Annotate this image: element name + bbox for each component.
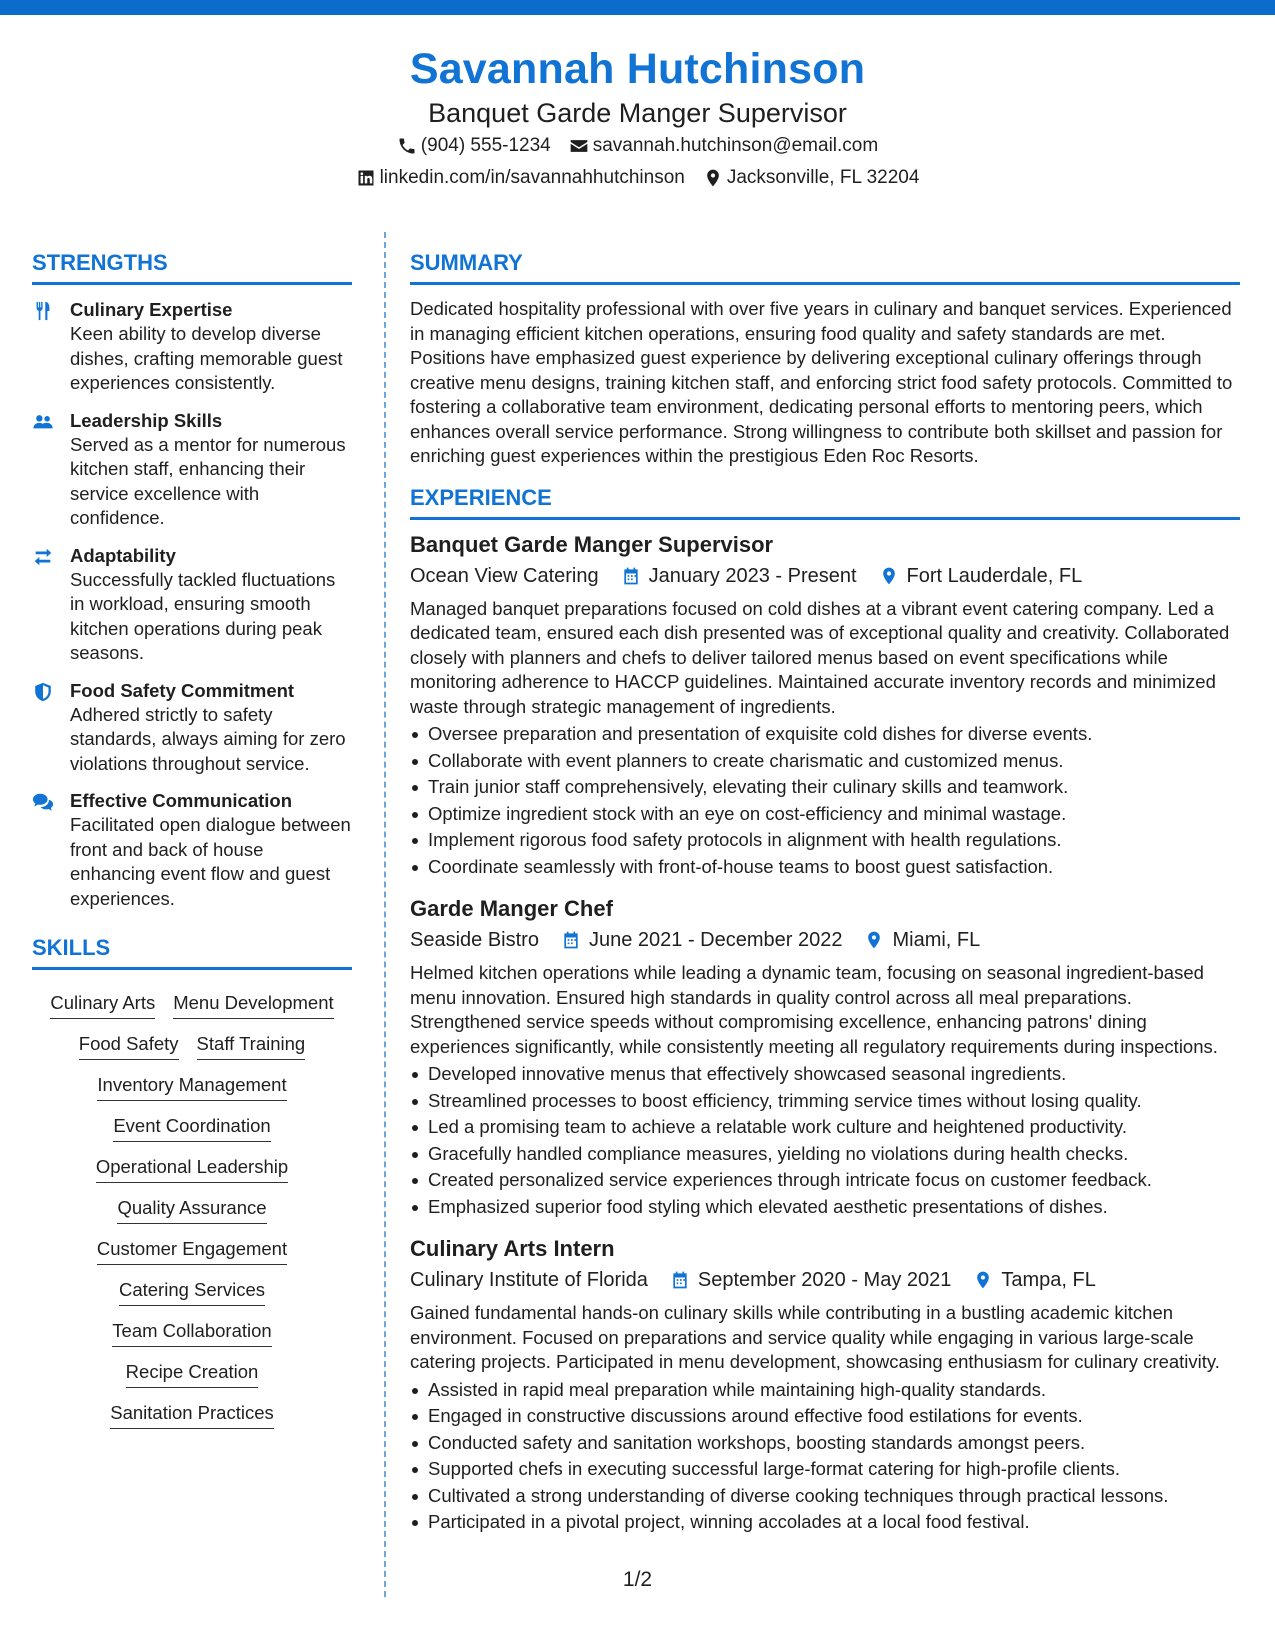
candidate-name: Savannah Hutchinson: [409, 45, 866, 93]
job-bullet: Participated in a pivotal project, winning accolades at a local food festival.: [410, 1509, 1240, 1536]
strength-desc: Served as a mentor for numerous kitchen staff, enhancing their service excellence with confidence.: [70, 433, 346, 528]
strength-desc: Facilitated open dialogue between front and back of house enhancing event flow and guest experiences.: [70, 814, 351, 909]
job-bullet: Streamlined processes to boost efficiency, trimming service times without losing quality.: [410, 1088, 1240, 1115]
job-bullets: [410, 1377, 1240, 1536]
strength-title: Culinary Expertise: [70, 299, 233, 320]
phone-text: (904) 555-1234: [420, 135, 551, 156]
job-location: Miami, FL: [892, 929, 981, 951]
skill-tag: Culinary Arts: [50, 991, 155, 1019]
job-dates: June 2021 - December 2022: [588, 929, 843, 951]
utensils-icon: [32, 300, 54, 322]
job-bullets: [410, 721, 1240, 880]
job-dates: September 2020 - May 2021: [697, 1269, 952, 1291]
linkedin-icon: [356, 168, 376, 188]
contact-row-1: [0, 130, 1275, 162]
calendar-icon: [670, 1270, 690, 1290]
job-description: Helmed kitchen operations while leading a dynamic team, focusing on seasonal ingredient-based menu innovation. Ensured high standards in quality control across all meal preparations. Strengthened service speeds without compromising excellence, enhancing patrons' dining experiences significantly, while consistently meeting all regulatory requirements during inspections.: [410, 962, 1218, 1057]
skill-tag: Sanitation Practices: [110, 1401, 274, 1429]
strength-item: [32, 297, 352, 396]
job-dates: January 2023 - Present: [648, 564, 857, 587]
strength-item: [32, 788, 352, 911]
resume-header: [0, 40, 1275, 194]
linkedin-text: linkedin.com/in/savannahhutchinson: [379, 167, 685, 188]
envelope-icon: [569, 136, 589, 156]
strength-title: Leadership Skills: [70, 409, 223, 431]
email-text: savannah.hutchinson@email.com: [592, 135, 879, 156]
strength-title: Adaptability: [70, 544, 176, 566]
job-bullets: [410, 1061, 1240, 1220]
location-contact: [703, 162, 920, 194]
skill-tag: Customer Engagement: [97, 1237, 287, 1265]
job-role: Banquet Garde Manger Supervisor: [410, 531, 774, 557]
candidate-title: Banquet Garde Manger Supervisor: [428, 98, 847, 128]
phone-icon: [397, 136, 417, 156]
job-entry: [410, 894, 1240, 1220]
left-column: [32, 248, 352, 1429]
strength-item: [32, 678, 352, 777]
strength-title: Food Safety Commitment: [70, 679, 295, 701]
job-bullet: Developed innovative menus that effectively showcased seasonal ingredients.: [410, 1061, 1240, 1088]
job-location: Tampa, FL: [1001, 1269, 1096, 1291]
job-company: Seaside Bistro: [410, 929, 539, 951]
skills-heading: SKILLS: [32, 933, 352, 970]
strengths-heading: STRENGTHS: [32, 248, 352, 285]
job-description: Managed banquet preparations focused on cold dishes at a vibrant event catering company. Led a dedicated team, ensured each dish presented was of exceptional quality and creativity. Collaborated closely with planners and chefs to deliver tailored menus based on event specifications while monitoring adherence to HACCP guidelines. Maintained accurate inventory records and minimized waste through strategic management of ingredients.: [410, 597, 1230, 717]
page-number: 1/2: [622, 1568, 653, 1591]
job-company: Culinary Institute of Florida: [410, 1269, 648, 1291]
column-divider: [384, 232, 386, 1597]
skill-tag: Operational Leadership: [96, 1155, 288, 1183]
summary-text: Dedicated hospitality professional with over five years in culinary and banquet services. Experienced in managing efficient kitchen operations, ensuring food quality and safety standards are met. Positions have emphasized guest experience by delivering exceptional culinary offerings through creative menu designs, training kitchen staff, and enforcing strict food safety protocols. Committed to fostering a collaborative team environment, dedicating personal efforts to mentoring peers, which enhances overall service performance. Strong willingness to contribute both skillset and passion for enriching guest experiences within the prestigious Eden Roc Resorts.: [410, 298, 1233, 466]
strength-title: Effective Communication: [70, 790, 293, 811]
map-pin-icon: [864, 930, 884, 950]
calendar-icon: [621, 566, 641, 586]
job-meta: [410, 561, 1240, 591]
linkedin-contact[interactable]: [356, 162, 685, 194]
chat-bubbles-icon: [32, 791, 54, 813]
skill-tag: Quality Assurance: [117, 1196, 266, 1224]
job-bullet: Emphasized superior food styling which elevated aesthetic presentations of dishes.: [410, 1194, 1240, 1221]
job-company: Ocean View Catering: [410, 564, 599, 587]
skill-tag: Team Collaboration: [112, 1319, 271, 1347]
job-bullet: Train junior staff comprehensively, elevating their culinary skills and teamwork.: [410, 774, 1240, 801]
job-bullet: Oversee preparation and presentation of exquisite cold dishes for diverse events.: [410, 721, 1240, 748]
map-pin-icon: [973, 1270, 993, 1290]
map-pin-icon: [703, 168, 723, 188]
skill-tag: Catering Services: [119, 1278, 265, 1306]
strength-item: [32, 543, 352, 666]
job-bullet: Engaged in constructive discussions around effective food estilations for events.: [410, 1403, 1240, 1430]
job-bullet: Optimize ingredient stock with an eye on cost-efficiency and minimal wastage.: [410, 801, 1240, 828]
job-bullet: Cultivated a strong understanding of diverse cooking techniques through practical lessons.: [410, 1483, 1240, 1510]
job-entry: [410, 1234, 1240, 1536]
email-contact[interactable]: [569, 130, 878, 162]
summary-heading: SUMMARY: [410, 248, 1240, 285]
strength-item: [32, 408, 352, 531]
skill-tag: Event Coordination: [113, 1114, 270, 1142]
strength-desc: Adhered strictly to safety standards, always aiming for zero violations throughout service.: [70, 703, 346, 774]
job-meta: [410, 1265, 1240, 1295]
skill-tag: Staff Training: [197, 1032, 306, 1060]
map-pin-icon: [879, 566, 899, 586]
job-role: Garde Manger Chef: [410, 896, 613, 921]
strength-desc: Keen ability to develop diverse dishes, crafting memorable guest experiences consistently.: [70, 323, 343, 393]
job-bullet: Coordinate seamlessly with front-of-house teams to boost guest satisfaction.: [410, 854, 1240, 881]
shield-icon: [32, 681, 54, 703]
strength-desc: Successfully tackled fluctuations in workload, ensuring smooth kitchen operations during peak seasons.: [70, 568, 336, 663]
job-location: Fort Lauderdale, FL: [906, 564, 1083, 587]
job-bullet: Collaborate with event planners to create charismatic and customized menus.: [410, 748, 1240, 775]
phone-contact[interactable]: [397, 130, 551, 162]
job-bullet: Implement rigorous food safety protocols in alignment with health regulations.: [410, 827, 1240, 854]
job-bullet: Assisted in rapid meal preparation while maintaining high-quality standards.: [410, 1377, 1240, 1404]
calendar-icon: [561, 930, 581, 950]
job-meta: [410, 925, 1240, 955]
skill-tag: Menu Development: [173, 991, 333, 1019]
location-text: Jacksonville, FL 32204: [726, 167, 920, 188]
job-entry: [410, 530, 1240, 881]
experience-heading: EXPERIENCE: [410, 483, 1240, 520]
contact-row-2: [0, 162, 1275, 194]
job-bullet: Created personalized service experiences through intricate focus on customer feedback.: [410, 1167, 1240, 1194]
skill-tag: Food Safety: [79, 1032, 179, 1060]
users-icon: [32, 411, 54, 433]
skill-tag: Inventory Management: [97, 1073, 286, 1101]
job-bullet: Conducted safety and sanitation workshops, boosting standards amongst peers.: [410, 1430, 1240, 1457]
job-bullet: Supported chefs in executing successful large-format catering for high-profile clients.: [410, 1456, 1240, 1483]
job-description: Gained fundamental hands-on culinary skills while contributing in a bustling academic kitchen environment. Focused on preparations and service quality while engaging in various large-scale catering projects. Participated in menu development, showcasing enthusiasm for culinary creativity.: [410, 1302, 1220, 1372]
skills-list: [32, 978, 352, 1429]
skill-tag: Recipe Creation: [126, 1360, 259, 1388]
job-bullet: Gracefully handled compliance measures, yielding no violations during health checks.: [410, 1141, 1240, 1168]
job-bullet: Led a promising team to achieve a relatable work culture and heightened productivity.: [410, 1114, 1240, 1141]
right-column: [410, 248, 1240, 1536]
top-accent-bar: [0, 0, 1275, 15]
exchange-arrows-icon: [32, 546, 54, 568]
job-role: Culinary Arts Intern: [410, 1236, 615, 1261]
